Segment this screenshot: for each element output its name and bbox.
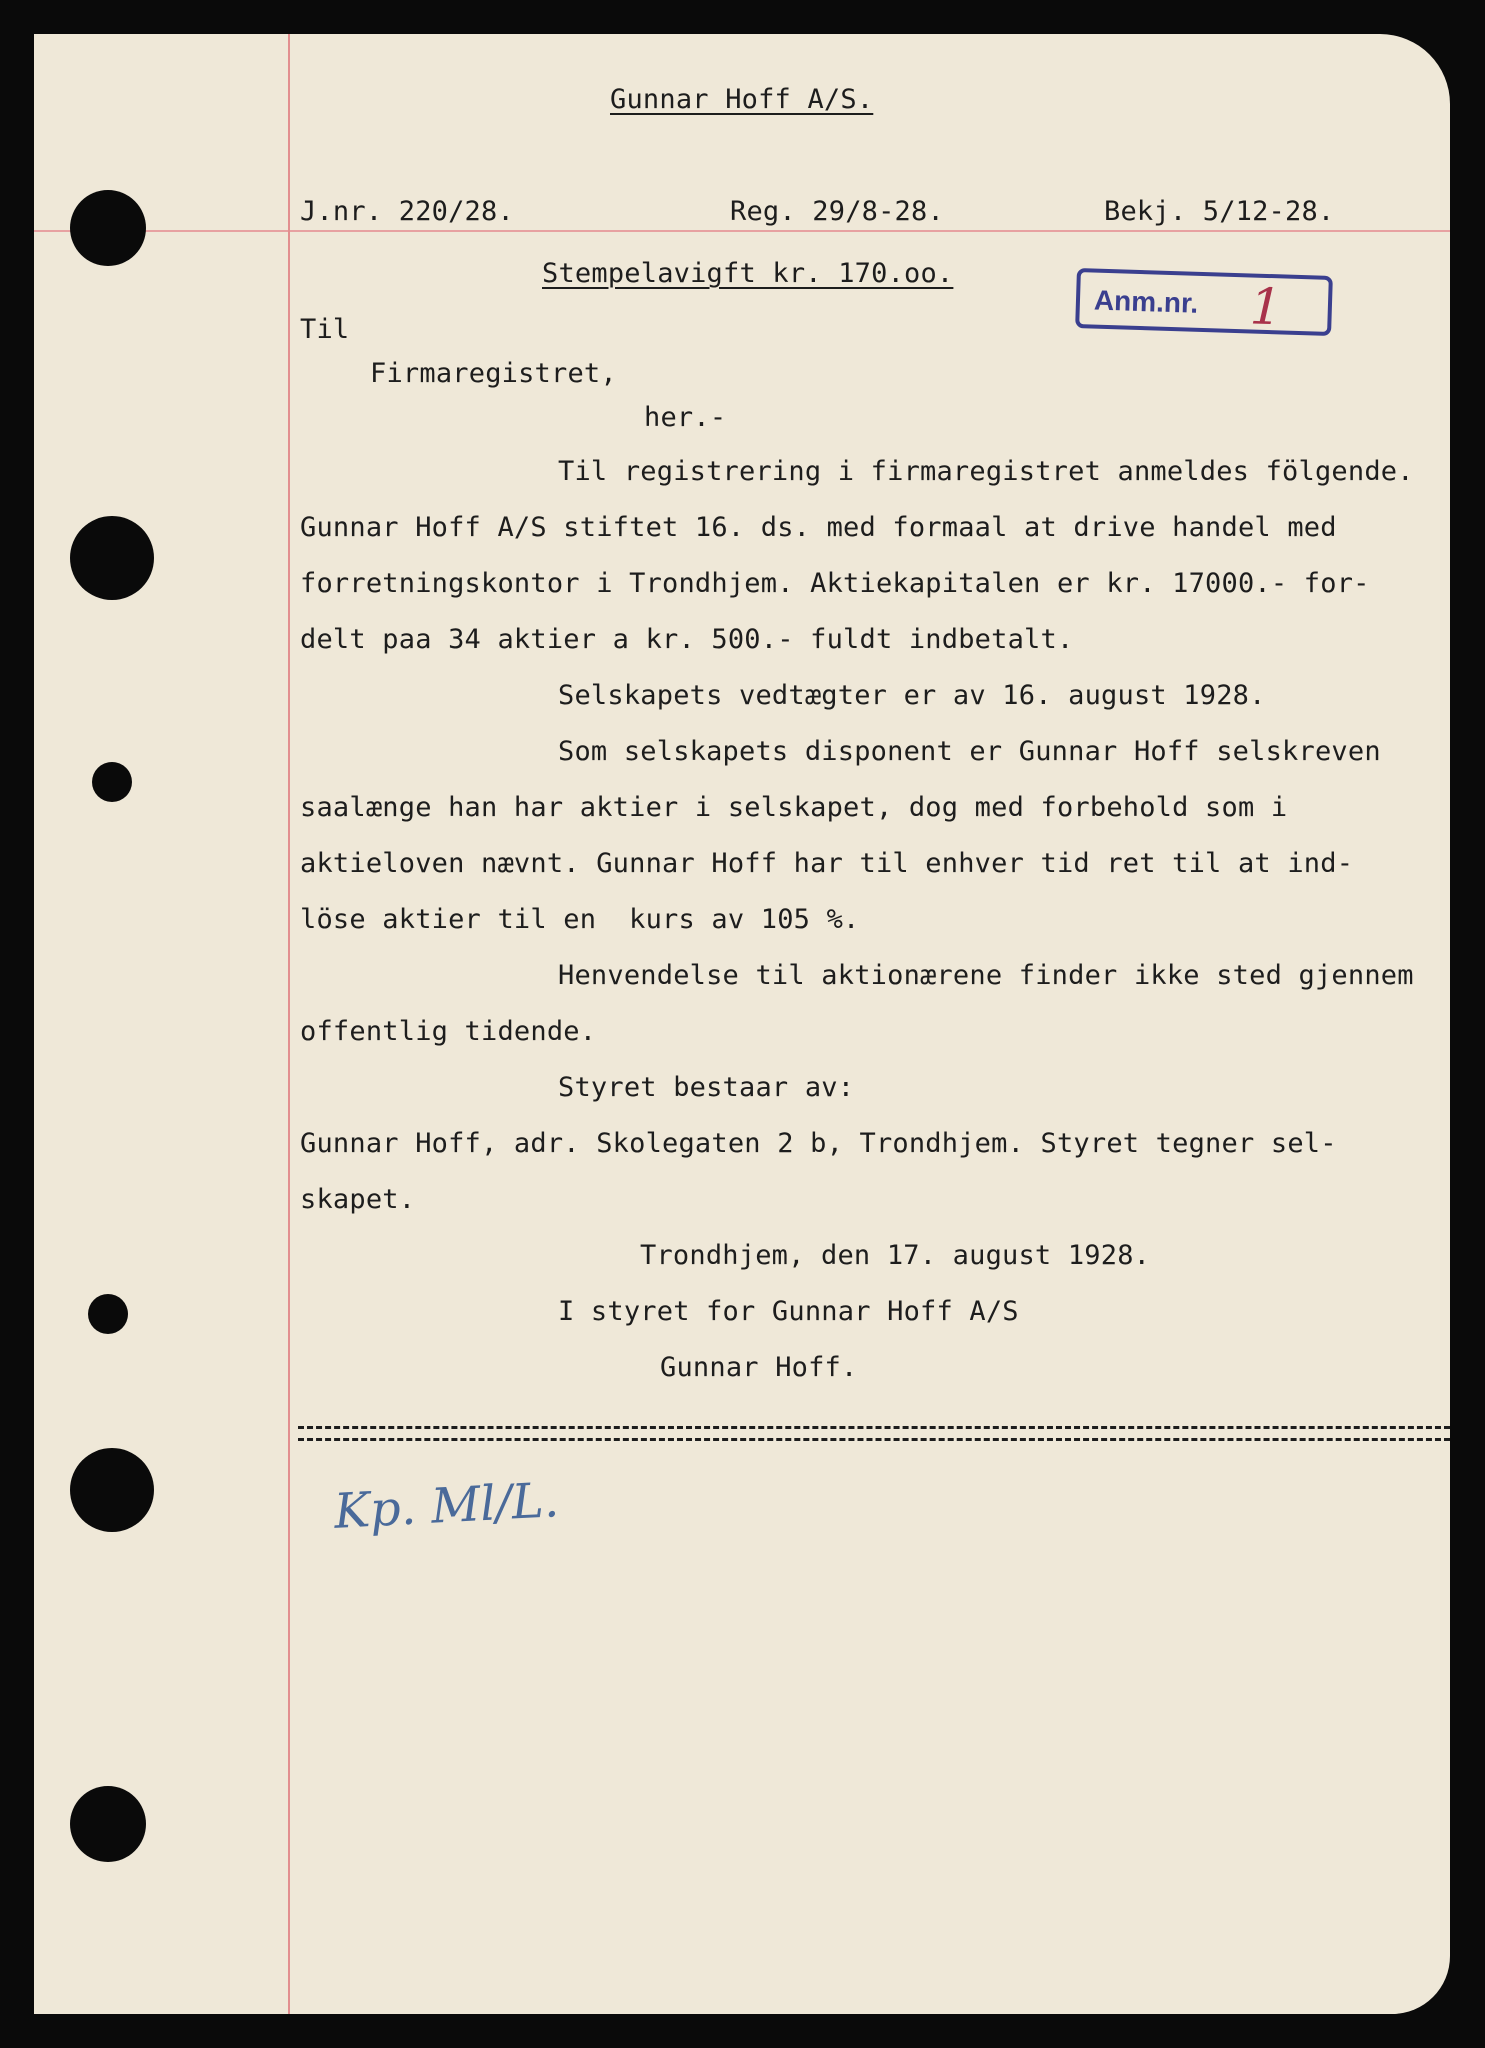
ruled-margin-line-vertical (288, 34, 290, 2014)
punch-hole (70, 190, 146, 266)
body-line: forretningskontor i Trondhjem. Aktiekapitalen er kr. 17000.- for- (300, 568, 1370, 599)
dashed-separator (298, 1426, 1450, 1429)
body-line: saalænge han har aktier i selskapet, dog med forbehold som i (300, 792, 1288, 823)
closing-signature: Gunnar Hoff. (660, 1352, 858, 1383)
body-line: aktieloven nævnt. Gunnar Hoff har til enhver tid ret til at ind- (300, 848, 1354, 879)
registration-date: Reg. 29/8-28. (730, 196, 944, 227)
body-line: skapet. (300, 1184, 416, 1215)
registration-stamp (1075, 268, 1333, 336)
punch-hole (70, 516, 154, 600)
stamp-duty: Stempelavigft kr. 170.oo. (542, 258, 954, 289)
punch-hole (70, 1786, 146, 1862)
body-line: Selskapets vedtægter er av 16. august 1928. (558, 680, 1266, 711)
punch-hole (70, 1448, 154, 1532)
body-line: delt paa 34 aktier a kr. 500.- fuldt indbetalt. (300, 624, 1074, 655)
journal-number: J.nr. 220/28. (300, 196, 514, 227)
document-title: Gunnar Hoff A/S. (610, 84, 874, 115)
document-page (34, 34, 1450, 2014)
address-recipient: Firmaregistret, (370, 358, 617, 389)
body-line: Henvendelse til aktionærene finder ikke sted gjennem (558, 960, 1414, 991)
closing-place-date: Trondhjem, den 17. august 1928. (640, 1240, 1151, 1271)
punch-hole (88, 1294, 128, 1334)
stamp-number: 1 (1248, 277, 1283, 337)
stamp-label: Anm.nr. (1093, 284, 1199, 319)
closing-board: I styret for Gunnar Hoff A/S (558, 1296, 1019, 1327)
handwritten-note: Kp. Ml/L. (332, 1472, 561, 1540)
body-line: offentlig tidende. (300, 1016, 597, 1047)
announcement-date: Bekj. 5/12-28. (1104, 196, 1335, 227)
address-to: Til (300, 314, 350, 345)
body-line: Som selskapets disponent er Gunnar Hoff selskreven (558, 736, 1381, 767)
body-line: Gunnar Hoff A/S stiftet 16. ds. med formaal at drive handel med (300, 512, 1337, 543)
body-line: Gunnar Hoff, adr. Skolegaten 2 b, Trondhjem. Styret tegner sel- (300, 1128, 1337, 1159)
body-line: Styret bestaar av: (558, 1072, 855, 1103)
body-line: Til registrering i firmaregistret anmeldes fölgende. (558, 456, 1414, 487)
body-line: löse aktier til en kurs av 105 %. (300, 904, 860, 935)
punch-hole (92, 762, 132, 802)
dashed-separator (298, 1438, 1450, 1441)
address-place: her.- (644, 402, 727, 433)
ruled-margin-line-horizontal (34, 230, 1450, 232)
